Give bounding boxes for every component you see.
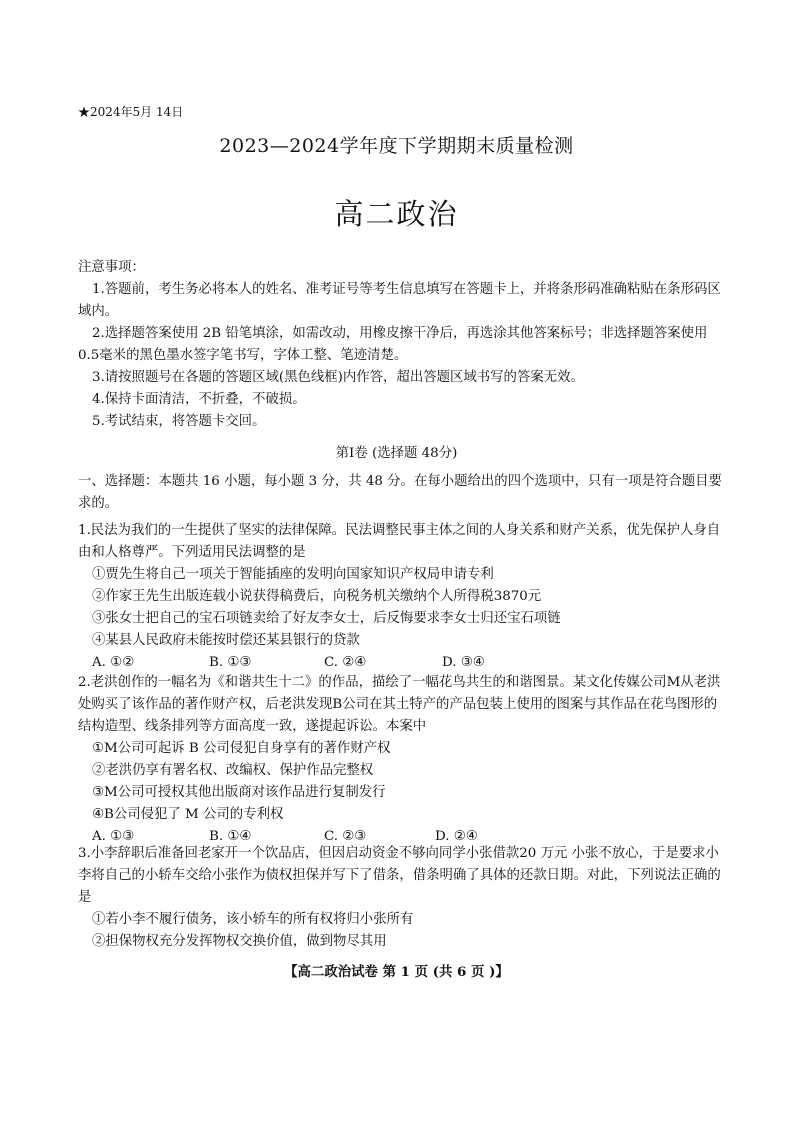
question-1 <box>78 520 724 674</box>
page-footer: 【高二政治试卷 第 1 页 (共 6 页 )】 <box>284 964 509 980</box>
notice-item: 2.选择题答案使用 2B 铅笔填涂，如需改动，用橡皮擦干净后，再选涂其他答案标号；非选择题答案使用0.5毫米的黑色墨水签字笔书写，字体工整、笔迹清楚。 <box>78 326 708 363</box>
question-option: ①贾先生将自己一项关于智能插座的发明向国家知识产权局申请专利 <box>92 567 494 582</box>
section-intro <box>78 471 724 515</box>
choice-d: D. ③④ <box>442 655 485 670</box>
choice-a: A. ①③ <box>92 829 135 844</box>
notice-item: 4.保持卡面清洁，不折叠，不破损。 <box>92 392 306 407</box>
choice-b: B. ①④ <box>209 829 252 844</box>
question-option: ④B公司侵犯了 M 公司的专利权 <box>92 807 284 822</box>
choice-d: D. ②④ <box>435 829 478 844</box>
answer-choices <box>78 652 724 674</box>
question-option: ②担保物权充分发挥物权交换价值，做到物尽其用 <box>92 934 387 949</box>
question-stem: 2.老洪创作的一幅名为《和谐共生十二》的作品，描绘了一幅花鸟共生的和谐图景。某文化传媒公司M从老洪处购买了该作品的著作财产权，后老洪发现B公司在其土特产的产品包装上使用的图案与其作品在花鸟图形的结构造型、线条排列等方面高度一致，遂提起诉讼。本案中 <box>78 675 721 734</box>
choice-c: C. ②④ <box>324 655 367 670</box>
question-option: ①若小李不履行债务，该小轿车的所有权将归小张所有 <box>92 912 414 927</box>
question-stem: 1.民法为我们的一生提供了坚实的法律保障。民法调整民事主体之间的人身关系和财产关系，优先保护人身自由和人格尊严。下列适用民法调整的是 <box>78 523 721 560</box>
choice-a: A. ①② <box>92 655 135 670</box>
notice-heading: 注意事项： <box>78 260 145 275</box>
question-3 <box>78 843 724 953</box>
exam-date: ★2024年5月 14日 <box>78 105 184 119</box>
subject-title: 高二政治 <box>334 197 459 231</box>
choice-b: B. ①③ <box>209 655 252 670</box>
notice-item: 1.答题前，考生务必将本人的姓名、准考证号等考生信息填写在答题卡上，并将条形码准确粘贴在条形码区域内。 <box>78 282 721 319</box>
question-2 <box>78 672 724 848</box>
question-stem: 3.小李辞职后准备回老家开一个饮品店，但因启动资金不够向同学小张借款20 万元 小张不放心，于是要求小李将自己的小轿车交给小张作为债权担保并写下了借条，借条明确了具体的还款日期。对此，下列说法正确的是 <box>78 846 721 905</box>
question-option: ②老洪仍享有署名权、改编权、保护作品完整权 <box>92 763 374 778</box>
choice-c: C. ②③ <box>324 829 367 844</box>
question-option: ③M公司可授权其他出版商对该作品进行复制发行 <box>92 785 386 800</box>
question-option: ②作家王先生出版连载小说获得稿费后，向税务机关缴纳个人所得税3870元 <box>92 589 542 604</box>
question-option: ①M公司可起诉 B 公司侵犯自身享有的著作财产权 <box>92 741 391 756</box>
notice-item: 3.请按照题号在各题的答题区域(黑色线框)内作答，超出答题区域书写的答案无效。 <box>92 370 584 385</box>
section-title: 第Ⅰ卷 (选择题 48分) <box>335 446 458 461</box>
exam-title: 2023—2024学年度下学期期末质量检测 <box>219 135 574 157</box>
question-option: ③张女士把自己的宝石项链卖给了好友李女士，后反悔要求李女士归还宝石项链 <box>92 611 561 626</box>
notice-section <box>78 257 724 433</box>
section-instructions: 一、选择题：本题共 16 小题，每小题 3 分，共 48 分。在每小题给出的四个选项中，只有一项是符合题目要求的。 <box>78 474 722 511</box>
notice-item: 5.考试结束，将答题卡交回。 <box>92 414 266 429</box>
question-option: ④某县人民政府未能按时偿还某县银行的贷款 <box>92 633 360 648</box>
